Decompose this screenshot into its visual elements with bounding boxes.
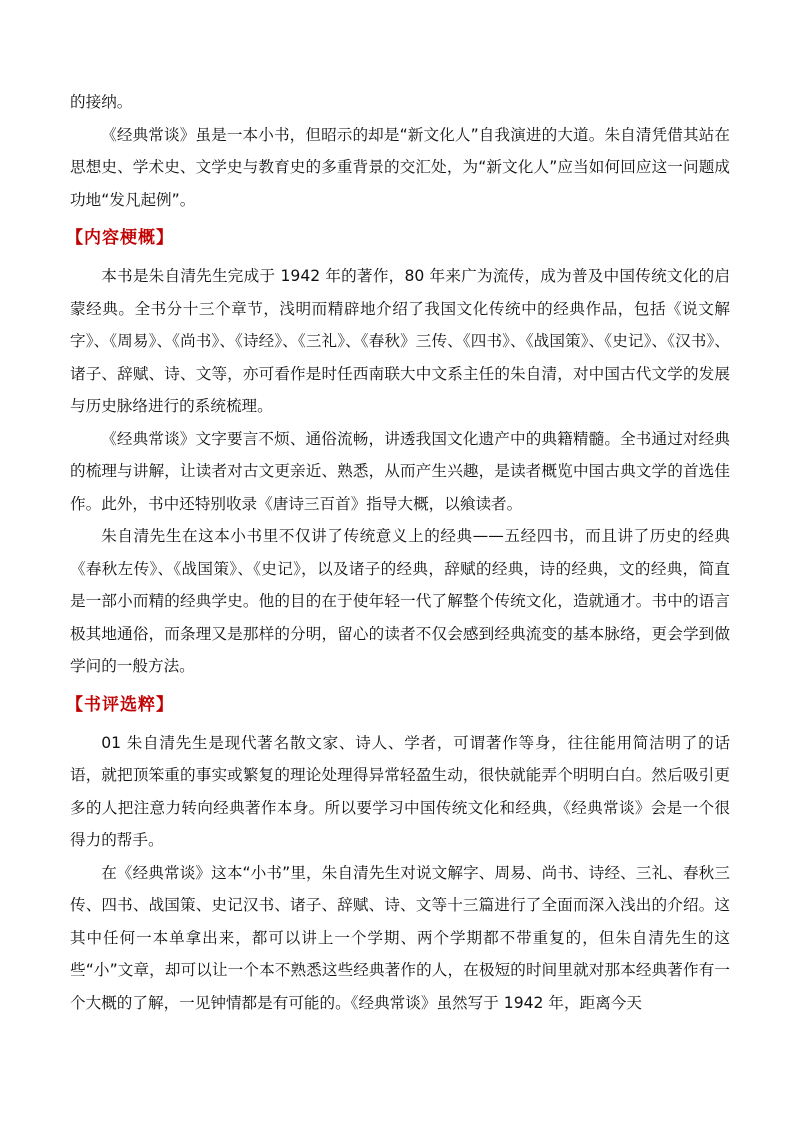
- section-heading-reviews: 【书评选粹】: [66, 694, 174, 715]
- paragraph-intro: 《经典常谈》虽是一本小书，但昭示的却是“新文化人”自我演进的大道。朱自清凭借其站在思想史、学术史、文学史与教育史的多重背景的交汇处，为“新文化人”应当如何回应这一问题成功地“发凡起例”。: [70, 125, 730, 209]
- paragraph: 《经典常谈》文字要言不烦、通俗流畅，讲透我国文化遗产中的典籍精髓。全书通过对经典的梳理与讲解，让读者对古文更亲近、熟悉，从而产生兴趣，是读者概览中国古典文学的首选佳作。此外，书中还特别收录《唐诗三百首》指导大概，以飨读者。: [70, 429, 730, 513]
- document-page: [66, 86, 730, 1019]
- paragraph: 本书是朱自清先生完成于 1942 年的著作，80 年来广为流传，成为普及中国传统文化的启蒙经典。全书分十三个章节，浅明而精辟地介绍了我国文化传统中的经典作品，包括《说文解字》、《周易》、《尚书》、《诗经》、《三礼》、《春秋》三传、《四书》、《战国策》、《史记》、《汉书》、诸子、辞赋、诗、文等，亦可看作是时任西南联大中文系主任的朱自清，对中国古代文学的发展与历史脉络进行的系统梳理。: [70, 267, 730, 415]
- paragraph: 01 朱自清先生是现代著名散文家、诗人、学者，可谓著作等身，往往能用简洁明了的话语，就把顶笨重的事实或繁复的理论处理得异常轻盈生动，很快就能弄个明明白白。然后吸引更多的人把注意力转向经典著作本身。所以要学习中国传统文化和经典，《经典常谈》会是一个很得力的帮手。: [70, 733, 730, 849]
- paragraph: 朱自清先生在这本小书里不仅讲了传统意义上的经典——五经四书，而且讲了历史的经典《春秋左传》、《战国策》、《史记》，以及诸子的经典，辞赋的经典，诗的经典，文的经典，简直是一部小而精的经典学史。他的目的在于使年轻一代了解整个传统文化，造就通才。书中的语言极其地通俗，而条理又是那样的分明，留心的读者不仅会感到经典流变的基本脉络，更会学到做学问的一般方法。: [70, 527, 730, 675]
- paragraph-continuation: 的接纳。: [70, 93, 133, 111]
- paragraph: 在《经典常谈》这本“小书”里，朱自清先生对说文解字、周易、尚书、诗经、三礼、春秋三传、四书、战国策、史记汉书、诸子、辞赋、诗、文等十三篇进行了全面而深入浅出的介绍。这其中任何一本单拿出来，都可以讲上一个学期、两个学期都不带重复的，但朱自清先生的这些“小”文章，却可以让一个本不熟悉这些经典著作的人，在极短的时间里就对那本经典著作有一个大概的了解，一见钟情都是有可能的。《经典常谈》虽然写于 1942 年，距离今天: [70, 863, 730, 1012]
- section-heading-summary: 【内容梗概】: [66, 228, 174, 248]
